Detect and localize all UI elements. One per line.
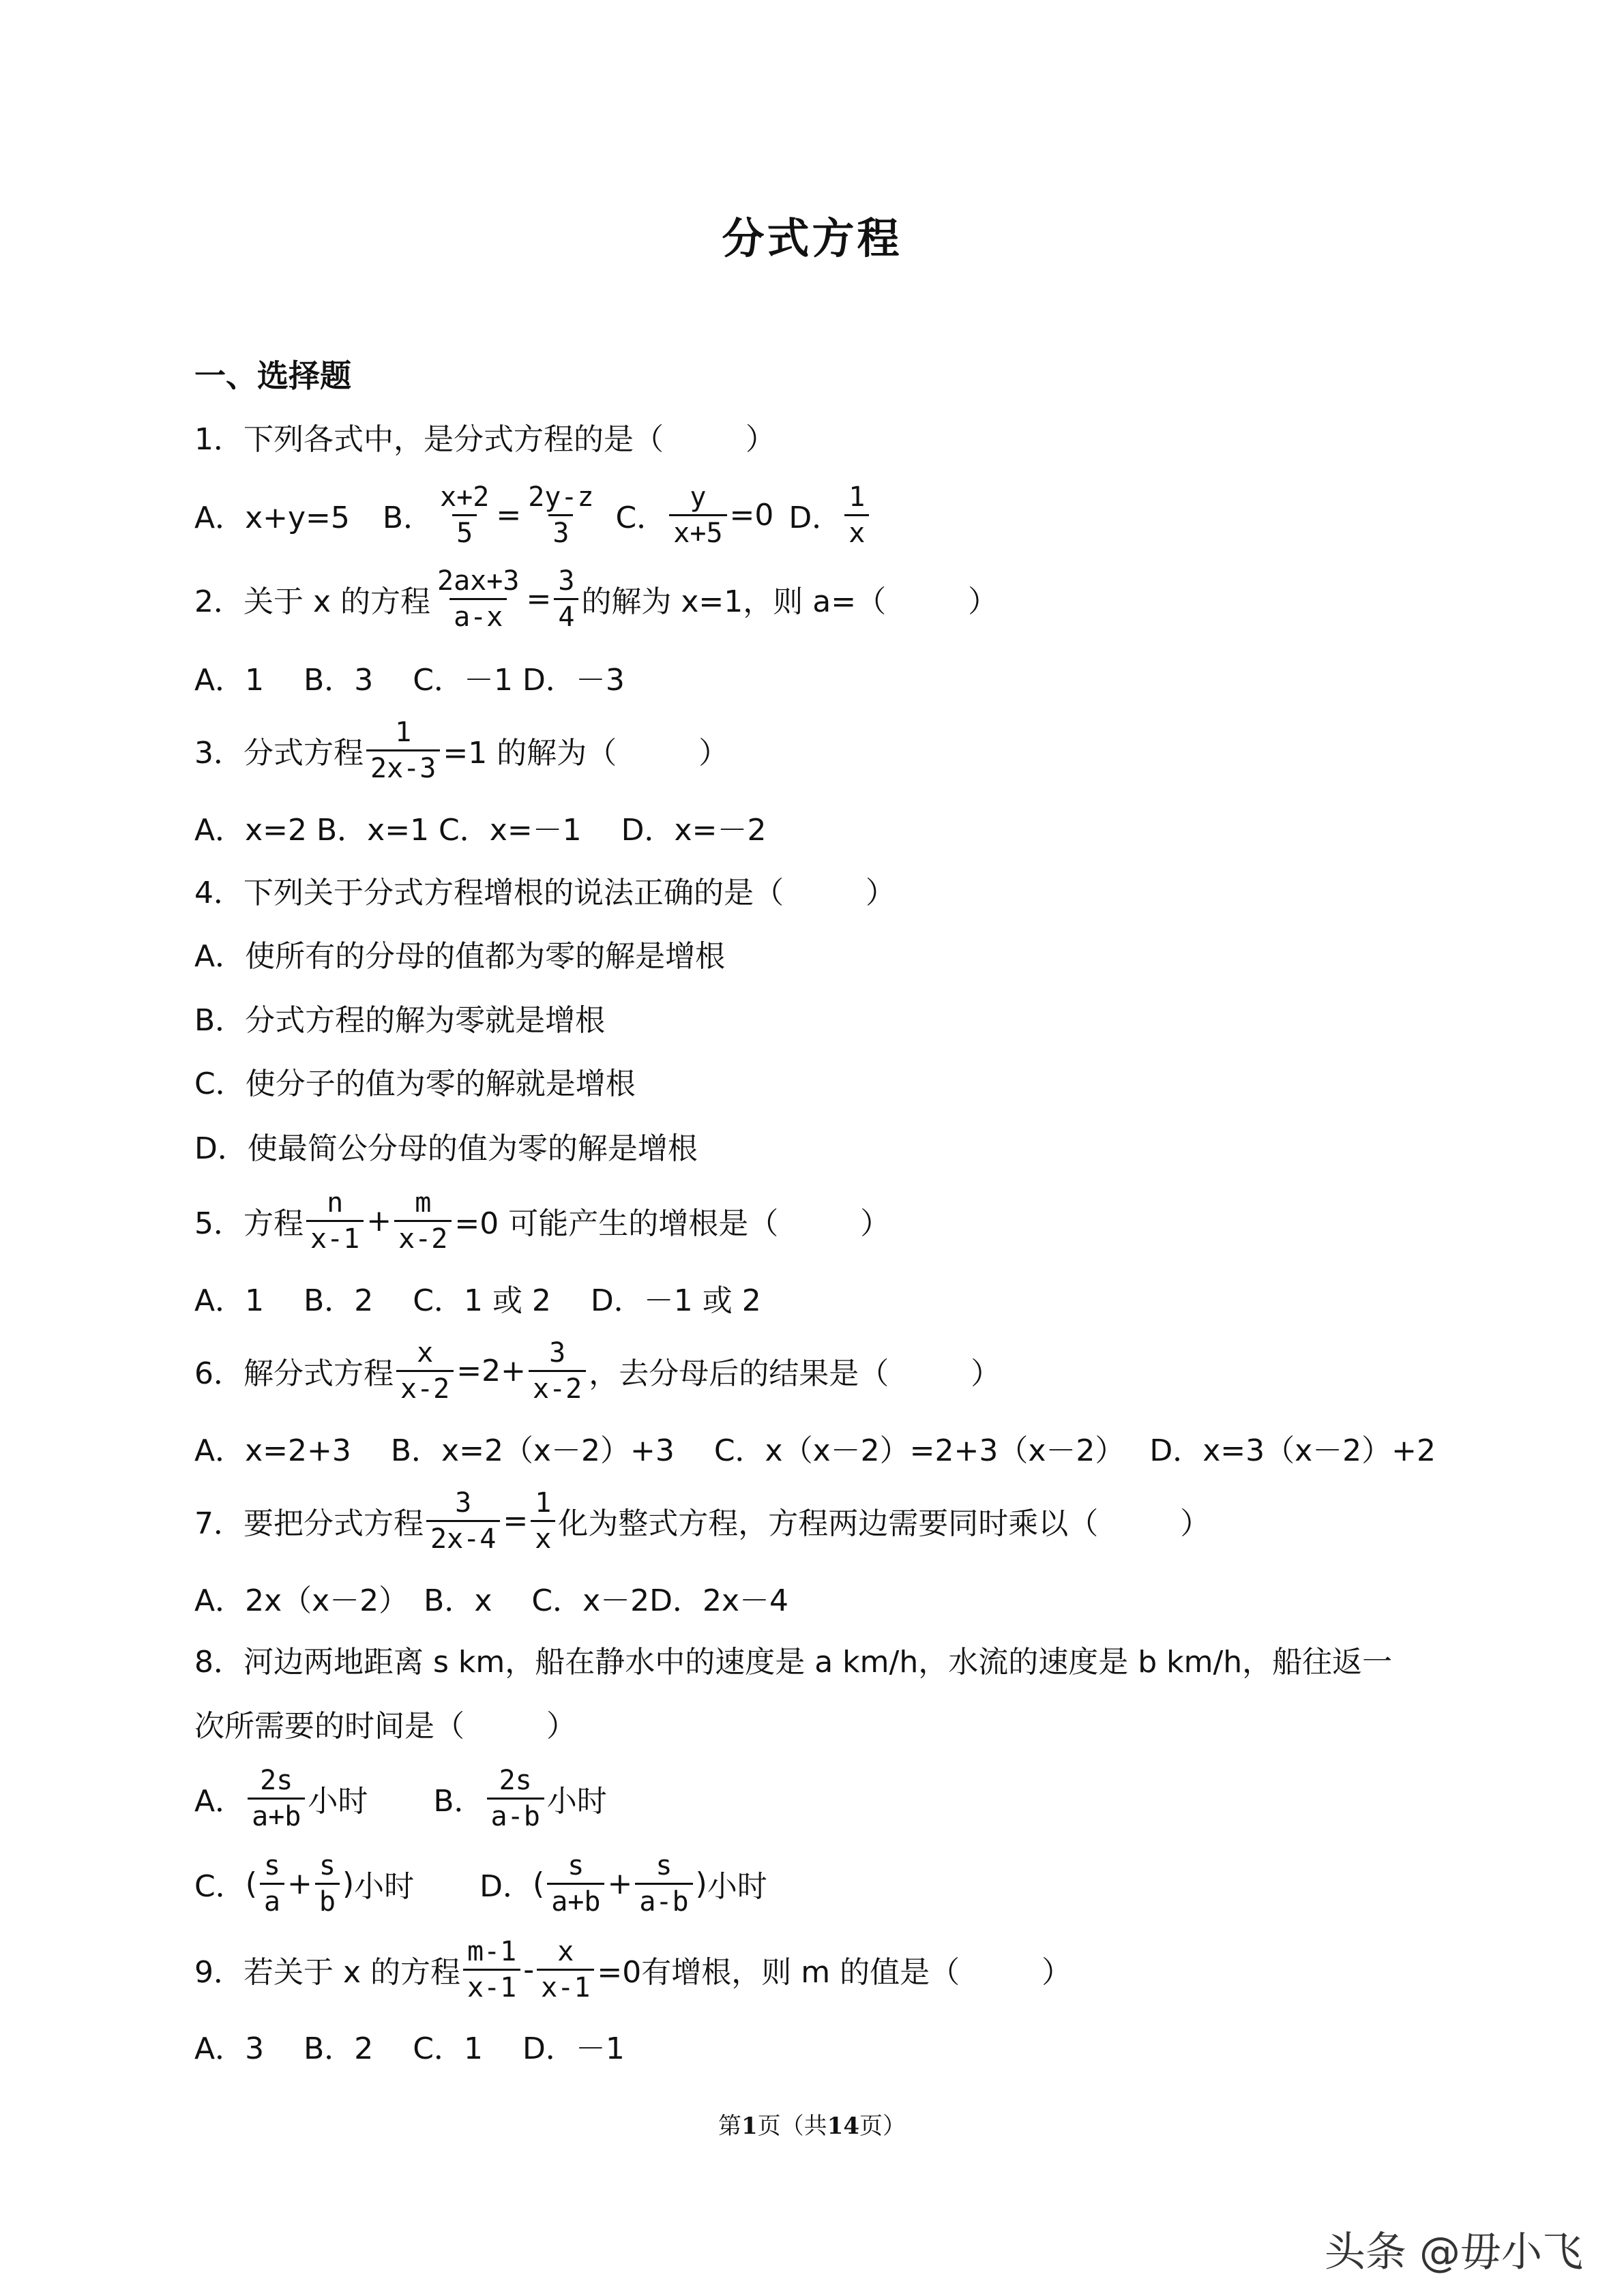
- question-7-stem: [194, 1487, 1211, 1555]
- question-2-options: A．1 B．3 C．－1 D．－3: [194, 663, 625, 698]
- q8-option-c-plus: +: [287, 1866, 312, 1901]
- q5-stem-post: =0 可能产生的增根是（: [454, 1206, 779, 1241]
- q1-option-d-label: D．: [788, 501, 842, 535]
- q8-option-c-unit: 小时: [354, 1869, 415, 1904]
- q5-close-paren: ）: [860, 1206, 891, 1241]
- q7-close-paren: ）: [1180, 1506, 1211, 1541]
- q8-close-paren: ）: [546, 1709, 576, 1744]
- q7-fraction-2: $\frac{1}{x}$: [531, 1487, 555, 1555]
- question-2-stem: [194, 565, 999, 633]
- q6-stem-post: ，去分母后的结果是（: [589, 1356, 889, 1391]
- q3-stem-pre: 3．分式方程: [194, 736, 364, 771]
- q1-option-c-tail: =0: [729, 497, 774, 533]
- q1-option-a: A．x+y=5: [194, 501, 350, 535]
- q4-stem-text: 4．下列关于分式方程增根的说法正确的是（: [194, 876, 784, 910]
- q8-option-a-label: A．: [194, 1784, 246, 1819]
- q1-option-d-fraction: $\frac{1}{x}$: [844, 481, 869, 549]
- q5-plus: +: [366, 1203, 392, 1238]
- q8-option-d-close: ): [695, 1866, 707, 1901]
- q5-fraction-2: $\frac{m}{x-2}$: [394, 1187, 452, 1255]
- q6-stem-pre: 6．解分式方程: [194, 1356, 394, 1391]
- q5-stem-pre: 5．方程: [194, 1206, 304, 1241]
- q1-option-b-label: B．: [382, 501, 434, 535]
- question-1-options: [194, 481, 872, 549]
- q9-stem-post: =0有增根，则 m 的值是（: [597, 1955, 960, 1990]
- question-5-options: A．1 B．2 C．1 或 2 D．－1 或 2: [194, 1283, 761, 1318]
- q3-fraction: $\frac{1}{2x-3}$: [366, 717, 440, 784]
- q6-fraction-1: $\frac{x}{x-2}$: [396, 1337, 454, 1405]
- question-4-option-d: D．使最简公分母的值为零的解是增根: [194, 1131, 698, 1166]
- q7-stem-pre: 7．要把分式方程: [194, 1506, 424, 1541]
- q6-middle: =2+: [456, 1353, 526, 1388]
- q8-option-d-label: D．: [479, 1869, 533, 1904]
- question-8-line-1: 8．河边两地距离 s km，船在静水中的速度是 a km/h，水流的速度是 b km/h，船往返一: [194, 1645, 1393, 1680]
- q5-fraction-1: $\frac{n}{x-1}$: [306, 1187, 364, 1255]
- q8-option-c-fraction-1: $\frac{s}{a}$: [260, 1850, 284, 1918]
- q9-fraction-2: $\frac{x}{x-1}$: [537, 1936, 594, 2003]
- q8-option-a-unit: 小时: [308, 1784, 368, 1819]
- footer-page-number: 1: [741, 2113, 758, 2140]
- q8-option-b-fraction: $\frac{2s}{a-b}$: [487, 1765, 544, 1832]
- question-4-option-c: C．使分子的值为零的解就是增根: [194, 1067, 636, 1101]
- q2-stem-post: 的解为 x=1，则 a=（: [581, 584, 887, 619]
- footer-pre: 第: [718, 2113, 741, 2140]
- q2-stem-pre: 2．关于 x 的方程: [194, 584, 431, 619]
- q1-stem-text: 1．下列各式中，是分式方程的是（: [194, 422, 664, 457]
- q7-stem-post: 化为整式方程，方程两边需要同时乘以（: [558, 1506, 1099, 1541]
- question-3-options: A．x=2 B．x=1 C．x=－1 D．x=－2: [194, 813, 767, 848]
- q1-close-paren: ）: [745, 422, 776, 457]
- q8-line-2-text: 次所需要的时间是（: [194, 1709, 464, 1744]
- footer-total-pages: 14: [827, 2113, 859, 2140]
- q9-minus: -: [523, 1952, 535, 1987]
- question-4-option-b: B．分式方程的解为零就是增根: [194, 1003, 606, 1038]
- q2-equals: =: [526, 581, 552, 616]
- q9-fraction-1: $\frac{m-1}{x-1}$: [463, 1936, 520, 2003]
- q7-equals: =: [503, 1503, 529, 1538]
- q8-option-c-fraction-2: $\frac{s}{b}$: [315, 1850, 340, 1918]
- q8-option-d-fraction-2: $\frac{s}{a-b}$: [635, 1850, 692, 1918]
- question-4-option-a: A．使所有的分母的值都为零的解是增根: [194, 939, 726, 974]
- q1-option-b-fraction-2: $\frac{2y-z}{3}$: [528, 481, 594, 549]
- q9-stem-pre: 9．若关于 x 的方程: [194, 1955, 461, 1990]
- q8-option-b-unit: 小时: [546, 1784, 607, 1819]
- question-3-stem: [194, 716, 729, 784]
- q8-option-d-unit: 小时: [707, 1869, 767, 1904]
- q8-option-d-plus: +: [607, 1866, 633, 1901]
- q1-option-b-fraction-1: $\frac{x+2}{5}$: [440, 481, 490, 549]
- question-5-stem: [194, 1187, 891, 1255]
- q8-option-d-fraction-1: $\frac{s}{a+b}$: [547, 1850, 604, 1918]
- q1-option-b-equals: =: [496, 497, 522, 533]
- q7-fraction-1: $\frac{3}{2x-4}$: [426, 1487, 500, 1555]
- q8-option-c-close: ): [342, 1866, 355, 1901]
- question-6-stem: [194, 1337, 1001, 1405]
- footer-post: 页）: [859, 2113, 906, 2140]
- q4-close-paren: ）: [866, 876, 896, 910]
- question-4-stem: [194, 863, 896, 917]
- q2-close-paren: ）: [968, 584, 999, 619]
- q8-option-c-open: (: [245, 1866, 257, 1901]
- page-footer: [0, 2107, 1624, 2141]
- q3-stem-post: =1 的解为（: [443, 736, 617, 771]
- question-7-options: A．2x（x－2） B．x C．x－2D．2x－4: [194, 1583, 789, 1618]
- q2-fraction-2: $\frac{3}{4}$: [554, 565, 578, 633]
- page-title: 分式方程: [722, 213, 902, 263]
- question-8-options-cd: [194, 1849, 767, 1918]
- q1-option-c-fraction: $\frac{y}{x+5}$: [669, 481, 726, 549]
- question-6-options: A．x=2+3 B．x=2（x－2）+3 C．x（x－2）=2+3（x－2） D．x=3（x－2）+2: [194, 1433, 1436, 1468]
- watermark: 头条 @毋小飞: [1324, 2228, 1583, 2276]
- q3-close-paren: ）: [698, 736, 729, 771]
- footer-mid: 页（共: [757, 2113, 827, 2140]
- section-heading: 一、选择题: [194, 357, 351, 394]
- q8-option-b-label: B．: [433, 1784, 484, 1819]
- q2-fraction-1: $\frac{2ax+3}{a-x}$: [437, 565, 520, 633]
- q8-option-c-label: C．: [194, 1869, 246, 1904]
- q9-close-paren: ）: [1042, 1955, 1072, 1990]
- question-9-stem: [194, 1935, 1072, 2003]
- q6-fraction-2: $\frac{3}{x-2}$: [529, 1337, 586, 1405]
- question-8-line-2: [194, 1696, 576, 1750]
- q6-close-paren: ）: [971, 1356, 1001, 1391]
- q8-option-a-fraction: $\frac{2s}{a+b}$: [248, 1765, 305, 1832]
- question-1-stem: [194, 409, 776, 464]
- question-9-options: A．3 B．2 C．1 D．－1: [194, 2031, 625, 2066]
- q8-option-d-open: (: [533, 1866, 545, 1901]
- question-8-options-ab: [194, 1764, 607, 1832]
- q1-option-c-label: C．: [615, 501, 667, 535]
